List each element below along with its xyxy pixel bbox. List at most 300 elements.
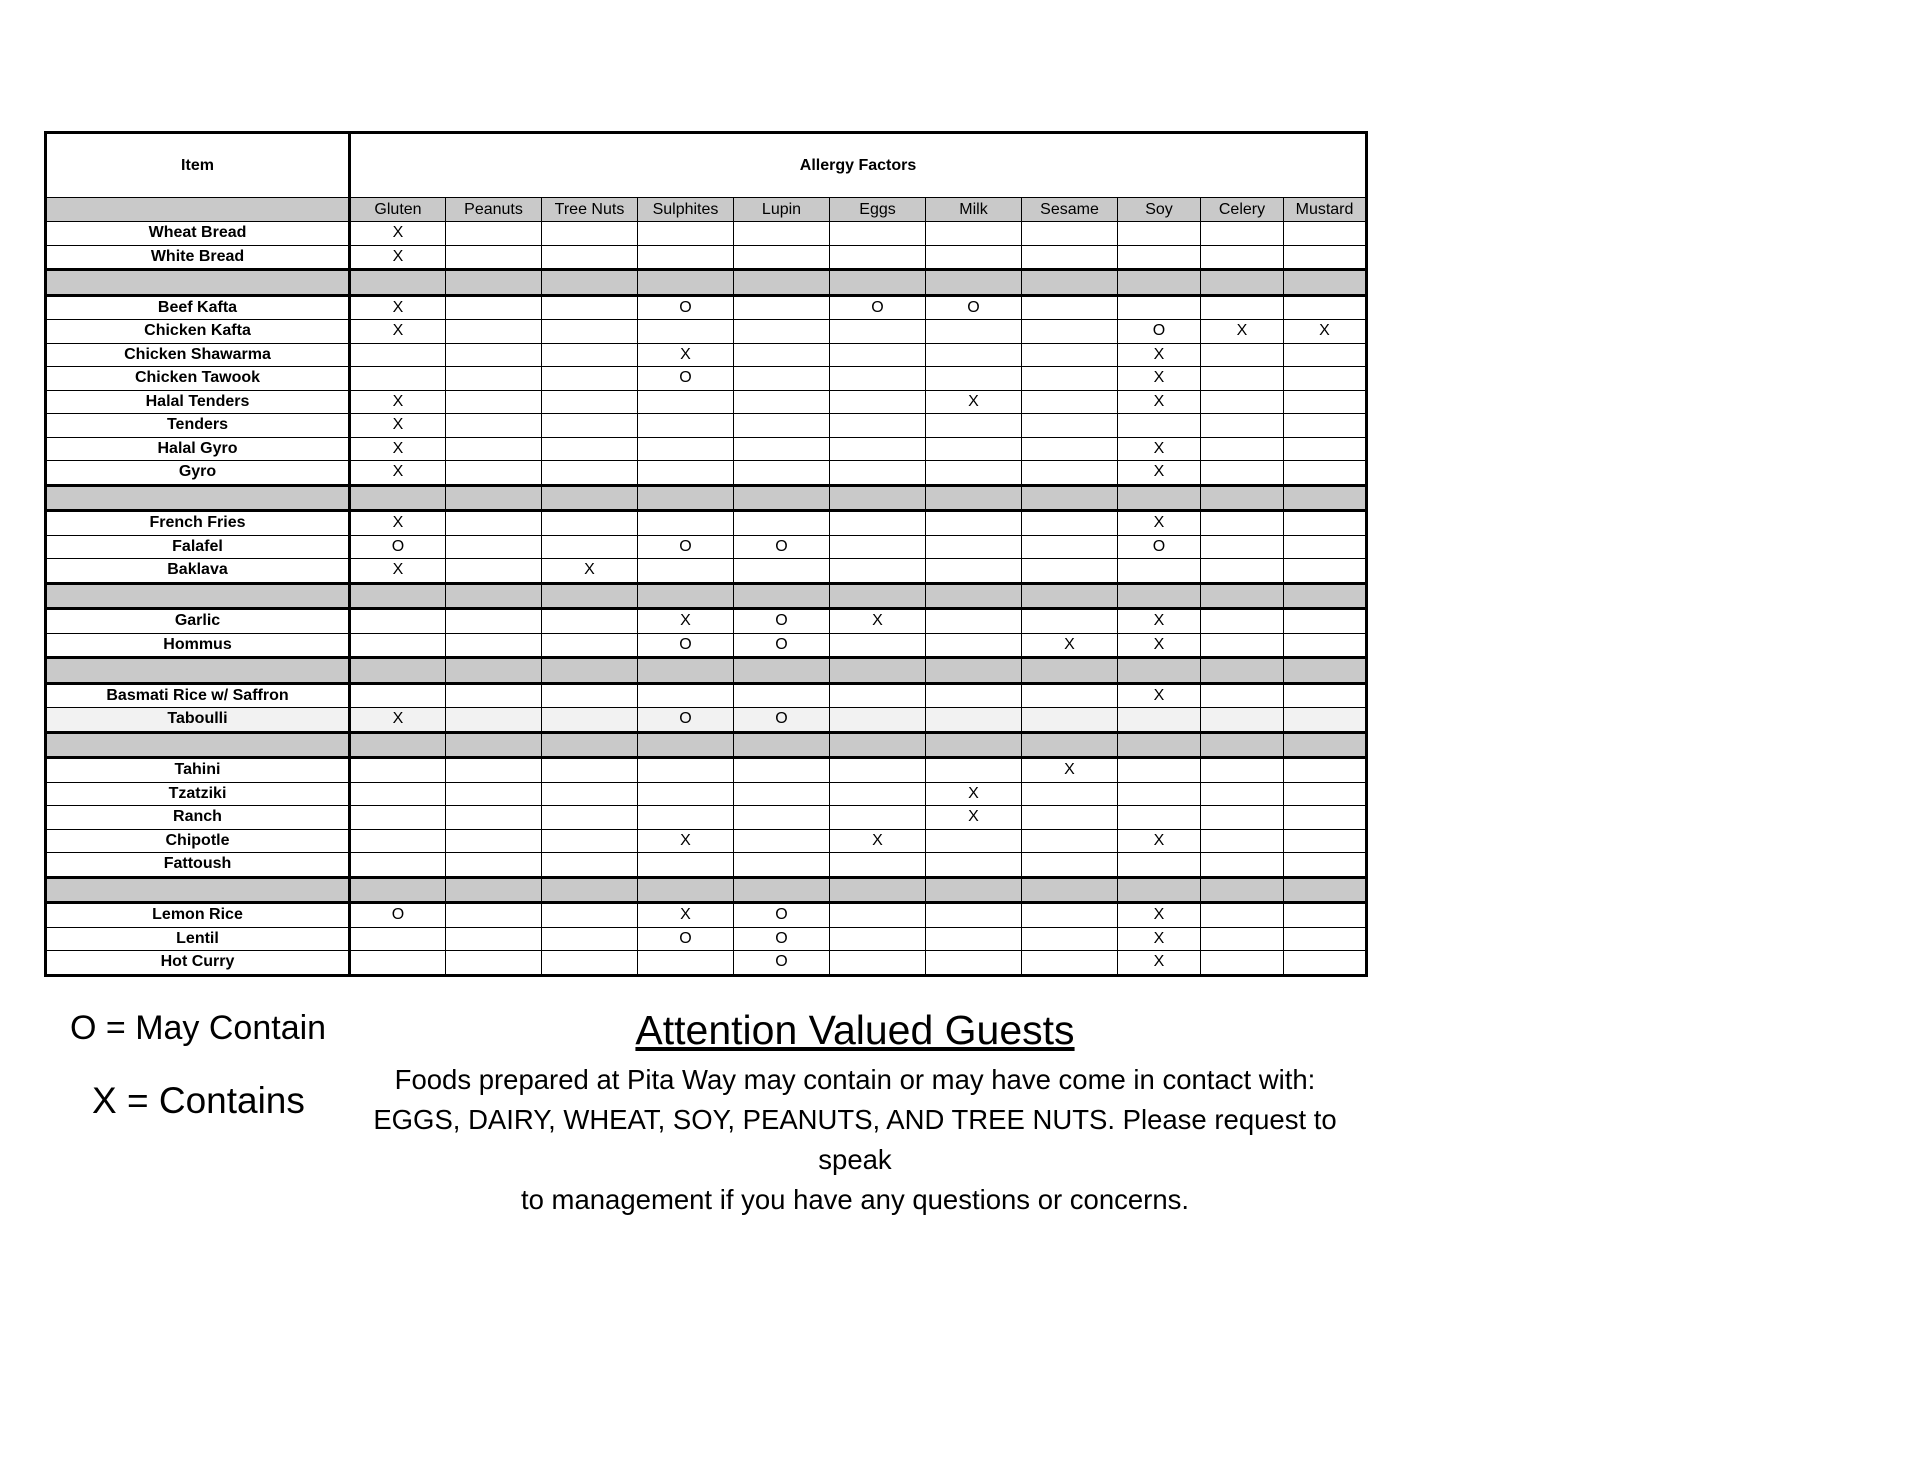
separator-cell	[1201, 485, 1284, 511]
allergen-cell-celery	[1201, 245, 1284, 270]
allergen-cell-mustard	[1284, 633, 1367, 658]
allergen-cell-celery	[1201, 903, 1284, 928]
separator-cell	[926, 877, 1022, 903]
allergen-cell-peanuts	[446, 708, 542, 733]
allergen-cell-sulphites	[638, 683, 734, 708]
allergen-cell-milk: X	[926, 806, 1022, 830]
table-row	[46, 295, 1367, 320]
allergen-cell-eggs	[830, 437, 926, 461]
separator-cell	[1022, 877, 1118, 903]
separator-cell	[446, 877, 542, 903]
table-row	[46, 511, 1367, 536]
allergen-cell-sesame	[1022, 320, 1118, 344]
separator-cell	[1284, 583, 1367, 609]
allergen-cell-tree-nuts	[542, 343, 638, 367]
section-separator-row	[46, 732, 1367, 758]
allergen-cell-lupin: O	[734, 927, 830, 951]
allergen-cell-tree-nuts	[542, 927, 638, 951]
allergen-cell-mustard	[1284, 806, 1367, 830]
notice-line-2: EGGS, DAIRY, WHEAT, SOY, PEANUTS, AND TREE NUTS. Please request to speak	[373, 1104, 1337, 1175]
separator-cell	[542, 485, 638, 511]
allergen-cell-tree-nuts	[542, 535, 638, 559]
allergen-cell-sulphites	[638, 320, 734, 344]
section-separator-row	[46, 658, 1367, 684]
allergen-cell-sulphites: X	[638, 829, 734, 853]
factor-header-mustard: Mustard	[1284, 198, 1367, 222]
item-name-cell: Basmati Rice w/ Saffron	[46, 683, 350, 708]
allergen-cell-soy: X	[1118, 633, 1201, 658]
separator-cell	[1118, 877, 1201, 903]
allergen-cell-lupin: O	[734, 633, 830, 658]
allergen-cell-sulphites	[638, 390, 734, 414]
table-row	[46, 390, 1367, 414]
allergen-cell-celery	[1201, 511, 1284, 536]
allergen-cell-eggs	[830, 367, 926, 391]
allergen-cell-soy: X	[1118, 511, 1201, 536]
allergen-cell-lupin	[734, 320, 830, 344]
table-row	[46, 245, 1367, 270]
separator-cell	[542, 877, 638, 903]
allergen-cell-soy: X	[1118, 343, 1201, 367]
allergen-cell-eggs: X	[830, 829, 926, 853]
allergen-cell-sulphites: O	[638, 295, 734, 320]
separator-cell	[542, 270, 638, 296]
separator-cell	[1022, 583, 1118, 609]
allergen-cell-sulphites	[638, 222, 734, 246]
allergen-cell-eggs	[830, 414, 926, 438]
allergen-cell-peanuts	[446, 535, 542, 559]
allergen-cell-sesame: X	[1022, 633, 1118, 658]
allergen-cell-tree-nuts	[542, 758, 638, 783]
allergen-cell-gluten: O	[350, 535, 446, 559]
allergen-cell-mustard	[1284, 782, 1367, 806]
allergen-cell-gluten: X	[350, 414, 446, 438]
allergen-cell-celery	[1201, 461, 1284, 486]
allergen-cell-milk	[926, 951, 1022, 976]
notice-body	[350, 1060, 1360, 1220]
allergen-cell-celery	[1201, 782, 1284, 806]
table-row	[46, 367, 1367, 391]
allergen-cell-eggs	[830, 559, 926, 584]
allergen-cell-soy	[1118, 295, 1201, 320]
allergen-cell-celery	[1201, 951, 1284, 976]
table-row	[46, 343, 1367, 367]
allergen-cell-sesame	[1022, 245, 1118, 270]
allergen-cell-celery	[1201, 535, 1284, 559]
allergen-cell-sesame	[1022, 782, 1118, 806]
separator-cell	[1201, 270, 1284, 296]
allergen-cell-mustard	[1284, 853, 1367, 878]
table-row	[46, 437, 1367, 461]
allergen-cell-celery	[1201, 708, 1284, 733]
separator-cell	[734, 583, 830, 609]
allergen-cell-milk	[926, 535, 1022, 559]
item-name-cell: Tahini	[46, 758, 350, 783]
separator-cell	[542, 658, 638, 684]
separator-cell	[734, 270, 830, 296]
allergen-cell-sulphites	[638, 461, 734, 486]
allergen-cell-sulphites	[638, 806, 734, 830]
allergen-cell-lupin	[734, 414, 830, 438]
separator-cell	[1022, 732, 1118, 758]
allergen-cell-sulphites	[638, 414, 734, 438]
separator-cell	[542, 732, 638, 758]
allergen-cell-tree-nuts	[542, 829, 638, 853]
allergen-cell-soy: X	[1118, 437, 1201, 461]
allergen-cell-lupin	[734, 437, 830, 461]
allergen-cell-lupin: O	[734, 903, 830, 928]
allergen-cell-milk	[926, 559, 1022, 584]
allergen-cell-sesame	[1022, 853, 1118, 878]
item-name-cell: Hot Curry	[46, 951, 350, 976]
table-row	[46, 829, 1367, 853]
separator-cell	[1118, 583, 1201, 609]
allergen-cell-sesame	[1022, 343, 1118, 367]
allergen-cell-peanuts	[446, 295, 542, 320]
table-row	[46, 927, 1367, 951]
allergen-cell-gluten	[350, 806, 446, 830]
allergen-cell-mustard	[1284, 927, 1367, 951]
allergen-cell-sesame	[1022, 461, 1118, 486]
allergen-cell-eggs	[830, 683, 926, 708]
allergen-cell-lupin	[734, 758, 830, 783]
legend-may-contain: O = May Contain	[70, 1009, 327, 1047]
allergen-cell-gluten	[350, 829, 446, 853]
allergen-cell-soy	[1118, 782, 1201, 806]
item-name-cell: Beef Kafta	[46, 295, 350, 320]
separator-cell	[734, 658, 830, 684]
allergen-cell-lupin	[734, 853, 830, 878]
allergen-cell-lupin	[734, 295, 830, 320]
allergen-cell-mustard	[1284, 708, 1367, 733]
factor-header-sulphites: Sulphites	[638, 198, 734, 222]
allergen-cell-milk	[926, 708, 1022, 733]
table-row	[46, 633, 1367, 658]
allergen-cell-sulphites	[638, 437, 734, 461]
allergen-cell-eggs: O	[830, 295, 926, 320]
factor-names-row	[46, 198, 1367, 222]
allergen-cell-gluten	[350, 367, 446, 391]
allergen-cell-sulphites: O	[638, 633, 734, 658]
allergen-cell-peanuts	[446, 683, 542, 708]
allergen-cell-tree-nuts	[542, 511, 638, 536]
item-name-cell: Halal Tenders	[46, 390, 350, 414]
allergen-cell-tree-nuts	[542, 461, 638, 486]
separator-cell	[446, 658, 542, 684]
factor-header-soy: Soy	[1118, 198, 1201, 222]
allergen-cell-tree-nuts	[542, 414, 638, 438]
allergen-cell-sesame	[1022, 222, 1118, 246]
allergen-cell-soy: X	[1118, 903, 1201, 928]
allergen-cell-gluten: X	[350, 559, 446, 584]
allergen-cell-mustard	[1284, 343, 1367, 367]
allergen-cell-soy	[1118, 853, 1201, 878]
separator-cell	[734, 485, 830, 511]
allergen-cell-sesame	[1022, 683, 1118, 708]
allergen-cell-milk	[926, 829, 1022, 853]
separator-cell	[446, 485, 542, 511]
allergen-cell-soy: X	[1118, 609, 1201, 634]
allergen-cell-celery	[1201, 343, 1284, 367]
factor-header-gluten: Gluten	[350, 198, 446, 222]
allergen-cell-tree-nuts	[542, 853, 638, 878]
table-row	[46, 806, 1367, 830]
allergen-cell-gluten	[350, 683, 446, 708]
item-name-cell: Lentil	[46, 927, 350, 951]
allergen-cell-tree-nuts	[542, 222, 638, 246]
separator-cell	[542, 583, 638, 609]
allergen-cell-tree-nuts	[542, 320, 638, 344]
allergen-cell-peanuts	[446, 461, 542, 486]
factor-header-milk: Milk	[926, 198, 1022, 222]
separator-cell	[350, 485, 446, 511]
allergen-cell-sesame	[1022, 437, 1118, 461]
allergy-table	[44, 131, 1368, 977]
separator-cell	[734, 732, 830, 758]
allergen-cell-milk	[926, 343, 1022, 367]
allergen-cell-soy: X	[1118, 829, 1201, 853]
allergen-cell-eggs	[830, 390, 926, 414]
separator-cell	[1201, 732, 1284, 758]
item-name-cell: Chicken Kafta	[46, 320, 350, 344]
allergen-cell-sesame	[1022, 511, 1118, 536]
allergen-cell-gluten: X	[350, 437, 446, 461]
separator-cell	[830, 732, 926, 758]
factor-header-peanuts: Peanuts	[446, 198, 542, 222]
allergen-cell-celery	[1201, 758, 1284, 783]
allergen-cell-sulphites: X	[638, 903, 734, 928]
separator-cell	[446, 583, 542, 609]
allergen-cell-sulphites: O	[638, 367, 734, 391]
allergen-cell-eggs	[830, 806, 926, 830]
item-name-cell: Tenders	[46, 414, 350, 438]
allergen-cell-sesame	[1022, 927, 1118, 951]
allergen-cell-sulphites	[638, 853, 734, 878]
allergen-cell-gluten: X	[350, 295, 446, 320]
allergen-cell-soy: X	[1118, 683, 1201, 708]
separator-cell	[46, 583, 350, 609]
allergen-cell-peanuts	[446, 437, 542, 461]
factor-header-celery: Celery	[1201, 198, 1284, 222]
table-header-row	[46, 133, 1367, 198]
allergen-cell-sesame	[1022, 295, 1118, 320]
allergen-cell-lupin	[734, 559, 830, 584]
allergen-cell-milk	[926, 245, 1022, 270]
separator-cell	[830, 270, 926, 296]
separator-cell	[1284, 270, 1367, 296]
item-name-cell: Halal Gyro	[46, 437, 350, 461]
allergen-cell-mustard	[1284, 758, 1367, 783]
separator-cell	[1022, 270, 1118, 296]
allergen-cell-eggs	[830, 853, 926, 878]
allergen-cell-tree-nuts	[542, 367, 638, 391]
allergen-cell-soy	[1118, 559, 1201, 584]
allergen-cell-gluten	[350, 343, 446, 367]
table-row	[46, 222, 1367, 246]
allergen-cell-milk	[926, 633, 1022, 658]
allergen-cell-tree-nuts	[542, 782, 638, 806]
allergen-cell-eggs	[830, 535, 926, 559]
allergen-cell-celery	[1201, 222, 1284, 246]
allergen-cell-celery	[1201, 367, 1284, 391]
allergen-cell-gluten: X	[350, 222, 446, 246]
allergen-cell-peanuts	[446, 559, 542, 584]
table-row	[46, 782, 1367, 806]
allergen-cell-mustard: X	[1284, 320, 1367, 344]
allergen-cell-sulphites: O	[638, 535, 734, 559]
table-body	[46, 222, 1367, 976]
allergen-cell-gluten: X	[350, 320, 446, 344]
allergen-cell-milk: X	[926, 782, 1022, 806]
table-row	[46, 414, 1367, 438]
allergen-cell-eggs	[830, 758, 926, 783]
item-name-cell: Falafel	[46, 535, 350, 559]
allergen-cell-celery	[1201, 559, 1284, 584]
separator-cell	[350, 270, 446, 296]
separator-cell	[734, 877, 830, 903]
item-name-cell: Gyro	[46, 461, 350, 486]
allergen-cell-peanuts	[446, 343, 542, 367]
notice-line-1: Foods prepared at Pita Way may contain or may have come in contact with:	[394, 1064, 1316, 1095]
allergen-cell-soy	[1118, 708, 1201, 733]
separator-cell	[830, 583, 926, 609]
allergen-cell-lupin	[734, 343, 830, 367]
separator-cell	[830, 877, 926, 903]
allergen-cell-sesame	[1022, 903, 1118, 928]
table-row	[46, 853, 1367, 878]
allergen-cell-peanuts	[446, 320, 542, 344]
allergen-cell-lupin	[734, 222, 830, 246]
separator-cell	[46, 877, 350, 903]
allergen-cell-peanuts	[446, 511, 542, 536]
allergen-cell-lupin	[734, 829, 830, 853]
factor-header-tree-nuts: Tree Nuts	[542, 198, 638, 222]
separator-cell	[926, 583, 1022, 609]
separator-cell	[1118, 732, 1201, 758]
allergen-cell-mustard	[1284, 414, 1367, 438]
allergen-cell-soy: X	[1118, 390, 1201, 414]
table-row	[46, 461, 1367, 486]
allergy-factors-header: Allergy Factors	[350, 133, 1367, 198]
table-row	[46, 609, 1367, 634]
allergen-cell-celery	[1201, 295, 1284, 320]
allergen-cell-eggs	[830, 903, 926, 928]
item-name-cell: Chicken Tawook	[46, 367, 350, 391]
separator-cell	[1284, 732, 1367, 758]
allergen-cell-soy	[1118, 222, 1201, 246]
allergen-cell-eggs	[830, 245, 926, 270]
allergen-cell-milk	[926, 222, 1022, 246]
allergen-cell-lupin	[734, 683, 830, 708]
allergen-cell-gluten	[350, 609, 446, 634]
separator-cell	[46, 270, 350, 296]
item-name-cell: French Fries	[46, 511, 350, 536]
allergen-cell-soy: X	[1118, 367, 1201, 391]
allergen-cell-mustard	[1284, 461, 1367, 486]
allergen-cell-eggs	[830, 222, 926, 246]
allergen-cell-mustard	[1284, 295, 1367, 320]
table-row	[46, 535, 1367, 559]
factor-header-lupin: Lupin	[734, 198, 830, 222]
separator-cell	[1201, 877, 1284, 903]
item-name-cell: Chipotle	[46, 829, 350, 853]
allergen-cell-peanuts	[446, 245, 542, 270]
table-row	[46, 320, 1367, 344]
allergen-cell-sesame	[1022, 367, 1118, 391]
separator-cell	[1118, 485, 1201, 511]
allergen-cell-tree-nuts	[542, 245, 638, 270]
allergen-cell-eggs	[830, 782, 926, 806]
separator-cell	[46, 485, 350, 511]
item-name-cell: Taboulli	[46, 708, 350, 733]
allergen-cell-mustard	[1284, 951, 1367, 976]
allergen-cell-gluten: X	[350, 708, 446, 733]
allergen-cell-milk: X	[926, 390, 1022, 414]
allergen-cell-milk: O	[926, 295, 1022, 320]
allergen-cell-celery	[1201, 853, 1284, 878]
allergen-cell-eggs	[830, 633, 926, 658]
item-name-cell: Baklava	[46, 559, 350, 584]
allergen-cell-sulphites	[638, 511, 734, 536]
allergen-cell-mustard	[1284, 535, 1367, 559]
allergen-cell-tree-nuts	[542, 295, 638, 320]
separator-cell	[638, 485, 734, 511]
separator-cell	[638, 658, 734, 684]
allergen-cell-celery	[1201, 609, 1284, 634]
allergen-cell-eggs	[830, 320, 926, 344]
allergen-cell-celery	[1201, 927, 1284, 951]
allergen-cell-peanuts	[446, 390, 542, 414]
allergen-cell-lupin	[734, 782, 830, 806]
allergen-cell-soy: X	[1118, 461, 1201, 486]
allergen-cell-mustard	[1284, 367, 1367, 391]
allergen-cell-milk	[926, 903, 1022, 928]
separator-cell	[350, 732, 446, 758]
allergen-cell-tree-nuts	[542, 437, 638, 461]
separator-cell	[1022, 658, 1118, 684]
allergen-cell-sesame	[1022, 951, 1118, 976]
allergen-cell-sulphites: O	[638, 708, 734, 733]
factor-header-sesame: Sesame	[1022, 198, 1118, 222]
allergen-cell-soy	[1118, 806, 1201, 830]
allergen-cell-gluten: X	[350, 461, 446, 486]
allergen-cell-milk	[926, 414, 1022, 438]
allergen-cell-milk	[926, 461, 1022, 486]
allergen-cell-peanuts	[446, 951, 542, 976]
separator-cell	[1284, 658, 1367, 684]
allergen-cell-peanuts	[446, 222, 542, 246]
allergen-cell-milk	[926, 511, 1022, 536]
allergen-cell-peanuts	[446, 367, 542, 391]
item-name-cell: Garlic	[46, 609, 350, 634]
separator-cell	[638, 270, 734, 296]
allergen-cell-soy: X	[1118, 951, 1201, 976]
allergen-cell-celery: X	[1201, 320, 1284, 344]
allergen-cell-celery	[1201, 806, 1284, 830]
factor-header-eggs: Eggs	[830, 198, 926, 222]
allergen-cell-sulphites	[638, 245, 734, 270]
separator-cell	[350, 877, 446, 903]
allergen-cell-gluten	[350, 951, 446, 976]
allergen-cell-mustard	[1284, 390, 1367, 414]
allergen-cell-mustard	[1284, 511, 1367, 536]
allergen-cell-eggs	[830, 343, 926, 367]
allergen-cell-sulphites	[638, 758, 734, 783]
allergen-cell-lupin	[734, 511, 830, 536]
allergen-cell-milk	[926, 853, 1022, 878]
notice-title: Attention Valued Guests	[635, 1007, 1075, 1053]
allergen-cell-gluten	[350, 927, 446, 951]
